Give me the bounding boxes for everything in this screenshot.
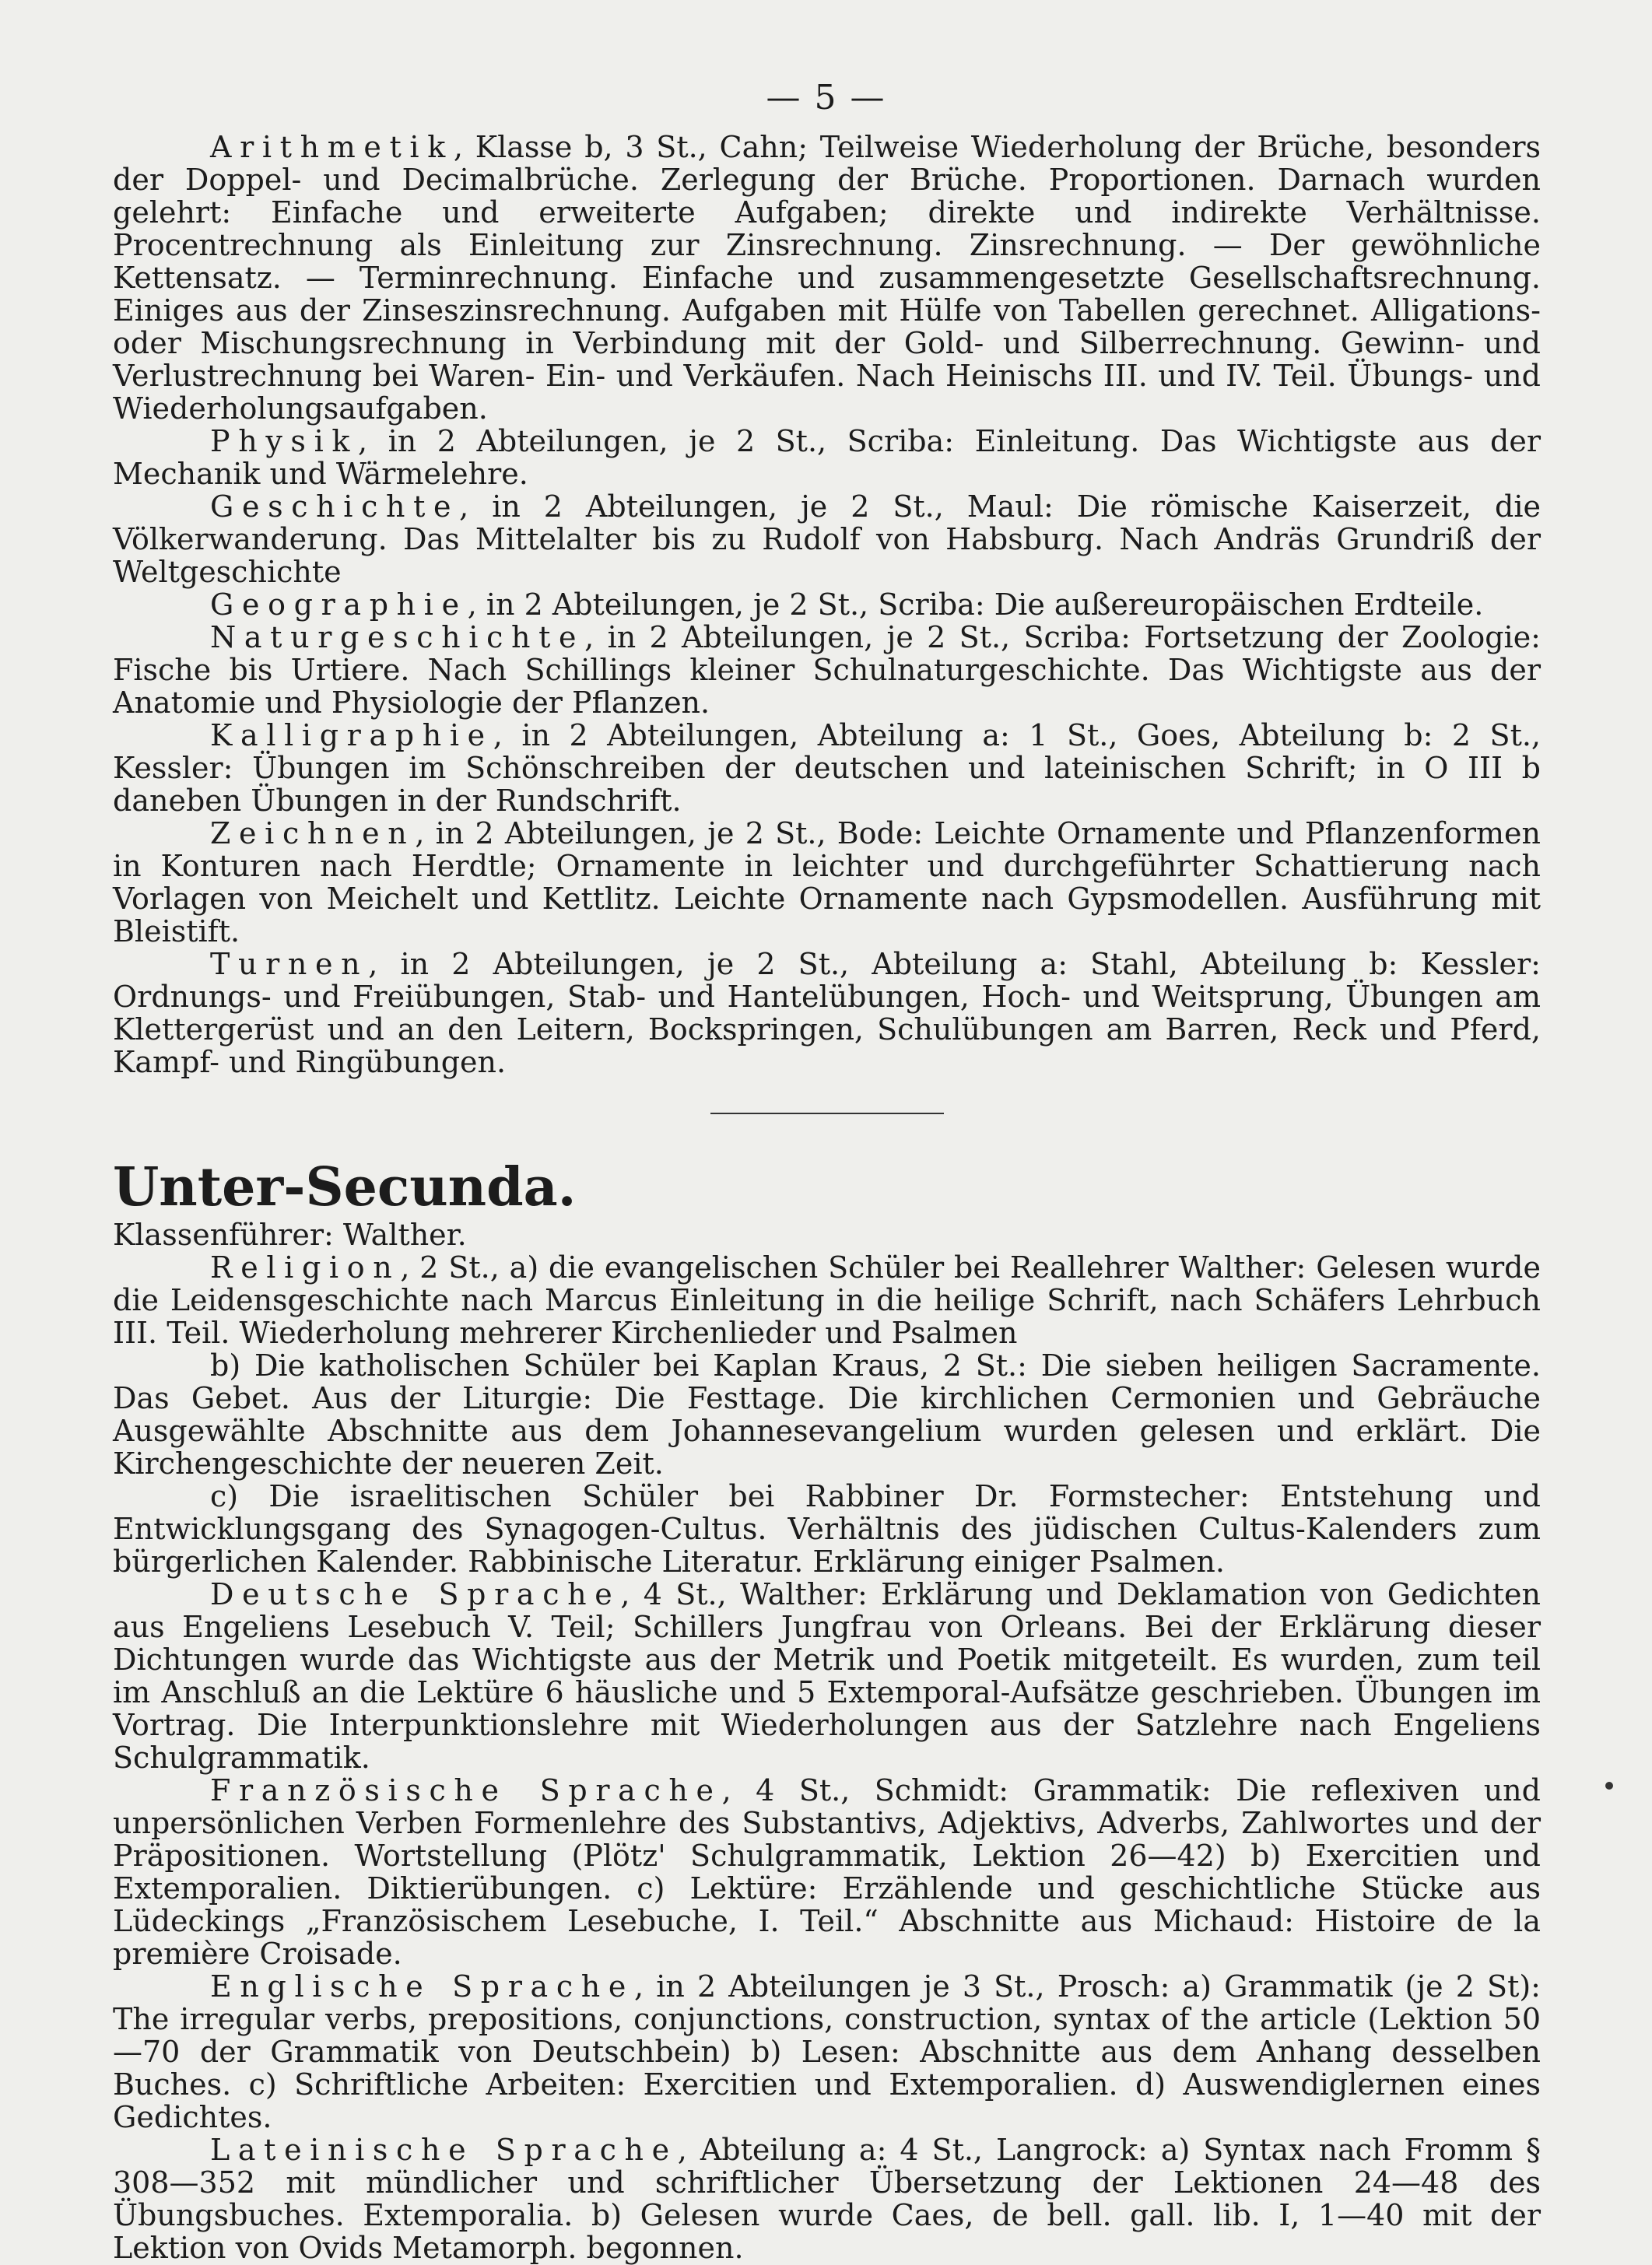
paragraph-naturgeschichte [113, 621, 1541, 719]
paragraph-turnen [113, 948, 1541, 1078]
subject-heading: Geographie [210, 587, 468, 622]
paragraph-text: , in 2 Abteilungen, je 2 St., Abteilung a: Stahl, Abteilung b: Kessler: Ordnungs- und Freiübungen, Stab- und Hantelübungen, Hoch- und Weitsprung, Übungen am Klettergerüst und an den Leitern, Bockspringen, Schulübungen am Barren, Reck und Pferd, Kampf- und Ringübungen. [113, 947, 1541, 1079]
subject-heading: Zeichnen [210, 816, 416, 850]
paragraph-text: , 2 St., a) die evangelischen Schüler bei Reallehrer Walther: Gelesen wurde die Leidensgeschichte nach Marcus Einleitung in die heilige Schrift, nach Schäfers Lehrbuch III. Teil. Wiederholung mehrerer Kirchenlieder und Psalmen [113, 1250, 1541, 1350]
paragraph-text: , Abteilung a: 4 St., Langrock: a) Syntax nach Fromm § 308—352 mit mündlicher und schriftlicher Übersetzung der Lektionen 24—48 des Übungsbuches. Extemporalia. b) Gelesen wurde Caes, de bell. gall. lib. I, 1—40 mit der Lektion von Ovids Metamorph. begonnen. [113, 2133, 1541, 2265]
paragraph-text: , 4 St., Schmidt: Grammatik: Die reflexiven und unpersönlichen Verben Formenlehre des Substantivs, Adjektivs, Adverbs, Zahlwortes und der Präpositionen. Wortstellung (Plötz' Schulgrammatik, Lektion 26—42) b) Exercitien und Extemporalien. Diktierübungen. c) Lektüre: Erzählende und geschichtliche Stücke aus Lüdeckings „Französischem Lesebuche, I. Teil.“ Abschnitte aus Michaud: Histoire de la première Croisade. [113, 1773, 1541, 1971]
paragraph-geographie [113, 588, 1541, 621]
paragraph-deutsch [113, 1578, 1541, 1774]
subject-heading: Naturgeschichte [210, 620, 585, 654]
subject-heading: Englische Sprache [210, 1969, 635, 2004]
subject-heading: Deutsche Sprache [210, 1577, 621, 1611]
ink-spot [1605, 1782, 1613, 1790]
subject-heading: Französische Sprache [210, 1773, 722, 1807]
subject-heading: Turnen [210, 947, 369, 981]
paragraph-latein [113, 2134, 1541, 2264]
paragraph-text: , in 2 Abteilungen, je 2 St., Maul: Die römische Kaiserzeit, die Völkerwanderung. Das Mittelalter bis zu Rudolf von Habsburg. Nach Andräs Grundriß der Weltgeschichte [113, 489, 1541, 589]
subject-heading: Physik [210, 424, 359, 458]
subject-heading: Kalligraphie [210, 718, 493, 752]
subject-heading: Geschichte [210, 489, 460, 524]
paragraph-englisch [113, 1970, 1541, 2134]
paragraph-text: , in 2 Abteilungen, Abteilung a: 1 St., Goes, Abteilung b: 2 St., Kessler: Übungen im Schönschreiben der deutschen und lateinischen Schrift; in O III b daneben Übungen in der Rundschrift. [113, 718, 1541, 818]
page-number: — 5 — [766, 78, 886, 117]
paragraph-text: , Klasse b, 3 St., Cahn; Teilweise Wiederholung der Brüche, besonders der Doppel- und Decimalbrüche. Zerlegung der Brüche. Proportionen. Darnach wurden gelehrt: Einfache und erweiterte Aufgaben; direkte und indirekte Verhältnisse. Procentrechnung als Einleitung zur Zinsrechnung. Zinsrechnung. — Der gewöhnliche Kettensatz. — Terminrechnung. Einfache und zusammengesetzte Gesellschaftsrechnung. Einiges aus der Zinseszinsrechnung. Aufgaben mit Hülfe von Tabellen gerechnet. Alligations- oder Mischungsrechnung in Verbindung mit der Gold- und Silberrechnung. Gewinn- und Verlustrechnung bei Waren- Ein- und Verkäufen. Nach Heinischs III. und IV. Teil. Übungs- und Wiederholungsaufgaben. [113, 130, 1541, 426]
paragraph-text: , in 2 Abteilungen, je 2 St., Scriba: Fortsetzung der Zoologie: Fische bis Urtiere. Nach Schillings kleiner Schulnaturgeschichte. Das Wichtigste aus der Anatomie und Physiologie der Pflanzen. [113, 620, 1541, 720]
paragraph-geschichte [113, 490, 1541, 588]
section-divider [710, 1113, 944, 1114]
body-text [113, 131, 1541, 2264]
subject-heading: Lateinische Sprache [210, 2133, 678, 2167]
paragraph-text: , 4 St., Walther: Erklärung und Deklamation von Gedichten aus Engeliens Lesebuch V. Teil; Schillers Jungfrau von Orleans. Bei der Erklärung dieser Dichtungen wurde das Wichtigste aus der Metrik und Poetik mitgeteilt. Es wurden, zum teil im Anschluß an die Lektüre 6 häusliche und 5 Extemporal-Aufsätze geschrieben. Übungen im Vortrag. Die Interpunktionslehre mit Wiederholungen aus der Satzlehre nach Engeliens Schulgrammatik. [113, 1577, 1542, 1775]
paragraph-religion-c: c) Die israelitischen Schüler bei Rabbiner Dr. Formstecher: Entstehung und Entwicklungsgang des Synagogen-Cultus. Verhältnis des jüdischen Cultus-Kalenders zum bürgerlichen Kalender. Rabbinische Literatur. Erklärung einiger Psalmen. [113, 1479, 1541, 1579]
paragraph-zeichnen [113, 817, 1541, 948]
paragraph-text: , in 2 Abteilungen, je 2 St., Scriba: Die außereuropäischen Erdteile. [467, 587, 1484, 622]
paragraph-religion-b: b) Die katholischen Schüler bei Kaplan Kraus, 2 St.: Die sieben heiligen Sacramente. Das Gebet. Aus der Liturgie: Die Festtage. Die kirchlichen Cermonien und Gebräuche Ausgewählte Abschnitte aus dem Johannesevangelium wurden gelesen und erklärt. Die Kirchengeschichte der neueren Zeit. [113, 1348, 1541, 1481]
section-title: Unter-Secunda. [113, 1156, 577, 1218]
subject-heading: Arithmetik [210, 130, 454, 164]
subject-heading: Religion [210, 1250, 401, 1285]
paragraph-kalligraphie [113, 719, 1541, 817]
paragraph-arithmetik [113, 131, 1541, 425]
paragraph-physik [113, 425, 1541, 490]
paragraph-text: , in 2 Abteilungen, je 2 St., Scriba: Einleitung. Das Wichtigste aus der Mechanik und Wärmelehre. [113, 424, 1541, 491]
class-teacher: Klassenführer: Walther. [113, 1218, 467, 1252]
paragraph-religion-a [113, 1251, 1541, 1349]
paragraph-franzoesisch [113, 1774, 1541, 1970]
paragraph-text: , in 2 Abteilungen je 3 St., Prosch: a) Grammatik (je 2 St): The irregular verbs, prepositions, conjunctions, construction, syntax of the article (Lektion 50—70 der Grammatik von Deutschbein) b) Lesen: Abschnitte aus dem Anhang desselben Buches. c) Schriftliche Arbeiten: Exercitien und Extemporalien. d) Auswendiglernen eines Gedichtes. [113, 1969, 1541, 2134]
paragraph-text: , in 2 Abteilungen, je 2 St., Bode: Leichte Ornamente und Pflanzenformen in Konturen nach Herdtle; Ornamente in leichter und durchgeführter Schattierung nach Vorlagen von Meichelt und Kettlitz. Leichte Ornamente nach Gypsmodellen. Ausführung mit Bleistift. [113, 816, 1541, 948]
